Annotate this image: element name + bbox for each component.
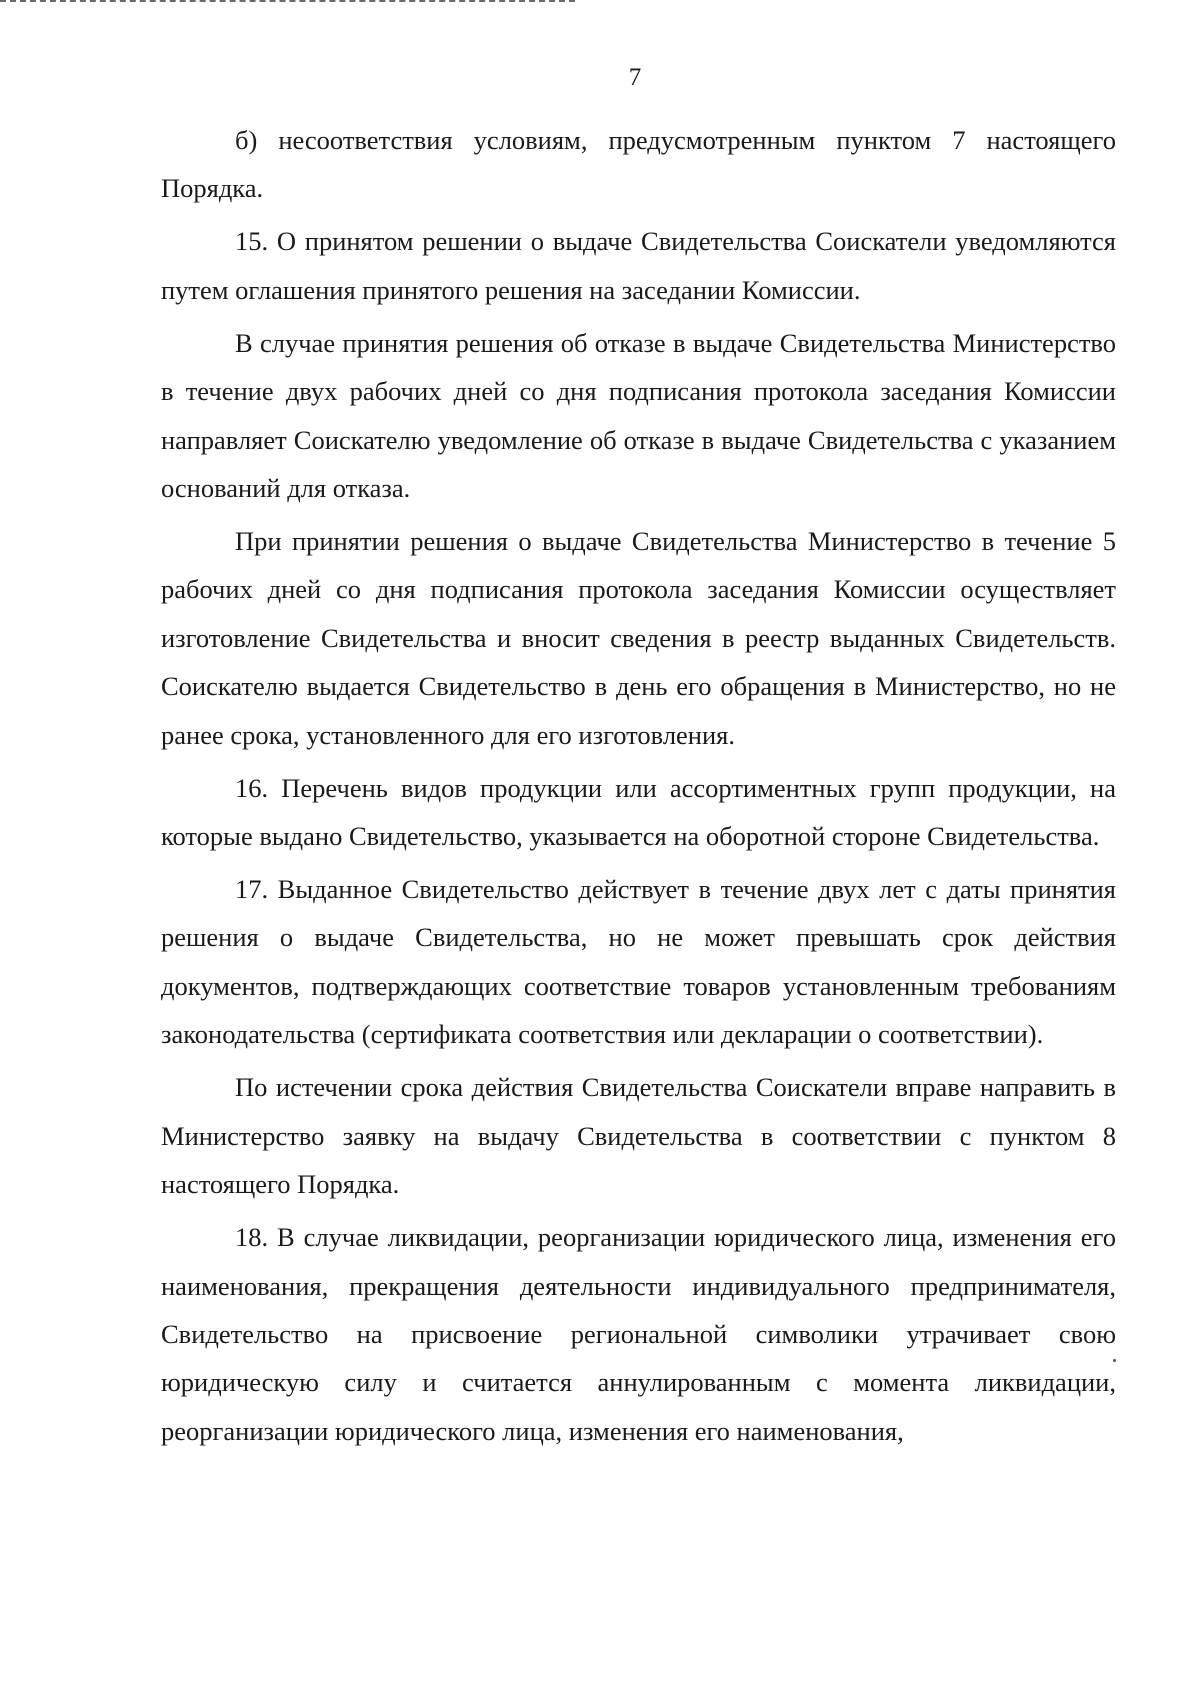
paragraph-item-b-continuation: б) несоответствия условиям, предусмотренным пунктом 7 настоящего Порядка. [161,125,1116,204]
paragraph-17: 17. Выданное Свидетельство действует в течение двух лет с даты принятия решения о выдаче Свидетельства, но не может превышать срок действия документов, подтверждающих соответствие товаров установленным требованиям законодательства (сертификата соответствия или декларации о соответствии). [161,874,1116,1050]
paragraph-15-issuance: При принятии решения о выдаче Свидетельства Министерство в течение 5 рабочих дней со дня подписания протокола заседания Комиссии осуществляет изготовление Свидетельства и вносит сведения в реестр выданных Свидетельств. Соискателю выдается Свидетельство в день его обращения в Министерство, но не ранее срока, установленного для его изготовления. [161,526,1116,750]
scan-edge-dashed-line [0,0,575,2]
page-number: 7 [628,64,642,91]
paragraph-15-refusal: В случае принятия решения об отказе в выдаче Свидетельства Министерство в течение двух рабочих дней со дня подписания протокола заседания Комиссии направляет Соискателю уведомление об отказе в выдаче Свидетельства с указанием оснований для отказа. [161,327,1116,504]
paragraph-15: 15. О принятом решении о выдаче Свидетельства Соискатели уведомляются путем оглашения принятого решения на заседании Комиссии. [161,226,1116,305]
paragraph-16: 16. Перечень видов продукции или ассортиментных групп продукции, на которые выдано Свидетельство, указывается на оборотной стороне Свидетельства. [161,772,1116,852]
paragraph-18: 18. В случае ликвидации, реорганизации юридического лица, изменения его наименования, прекращения деятельности индивидуального предпринимателя, Свидетельство на присвоение региональной символики утрачивает свою юридическую силу и считается аннулированным с момента ликвидации, реорганизации юридического лица, изменения его наименования, [161,1222,1116,1446]
paragraph-17-expiry: По истечении срока действия Свидетельства Соискатели вправе направить в Министерство заявку на выдачу Свидетельства в соответствии с пунктом 8 настоящего Порядка. [161,1072,1116,1200]
document-body [161,116,1116,1460]
